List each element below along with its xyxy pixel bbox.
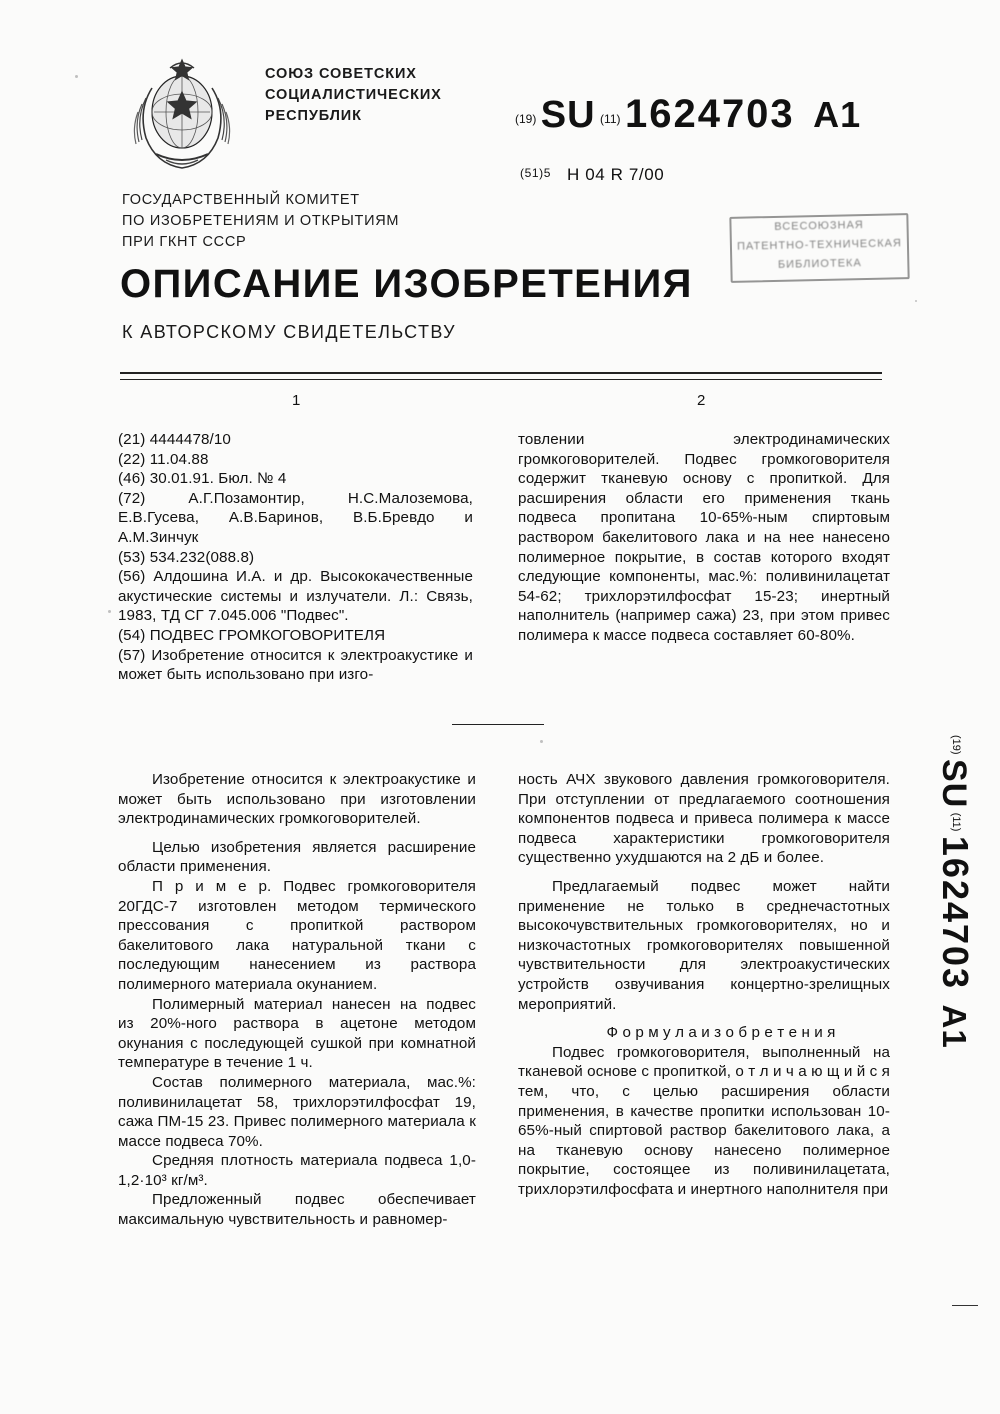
page-subtitle: К АВТОРСКОМУ СВИДЕТЕЛЬСТВУ <box>122 322 457 342</box>
biblio-item: (46) 30.01.91. Бюл. № 4 <box>118 470 287 488</box>
patent-number-block <box>515 92 861 137</box>
inid-51: (51)5 <box>520 166 552 180</box>
side-inid-11: (11) <box>950 812 962 832</box>
ipc-line <box>520 165 664 185</box>
body-paragraph: Предложенный подвес обеспечивает максимальную чувствительность и равномер- <box>118 1191 476 1229</box>
organization-heading <box>265 64 442 127</box>
biblio-item: (56) Алдошина И.А. и др. Высококачественные акустические системы и излучатели. Л.: Связь, 1983, ТД СГ 7.045.006 "Подвес". <box>118 568 473 625</box>
abstract-start: (57) Изобретение относится к электроакустике и может быть использовано при изго- <box>118 646 473 684</box>
scan-speck <box>75 75 78 78</box>
side-number: 1624703 <box>935 835 976 991</box>
body-paragraph: Целью изобретения является расширение области применения. <box>118 838 476 876</box>
committee-line-3: ПРИ ГКНТ СССР <box>122 234 247 250</box>
invention-title: (54) ПОДВЕС ГРОМКОГОВОРИТЕЛЯ <box>118 626 386 644</box>
committee-line-1: ГОСУДАРСТВЕННЫЙ КОМИТЕТ <box>122 192 360 208</box>
header-divider-bottom <box>120 379 882 380</box>
section-divider <box>452 724 544 725</box>
body-paragraph: Изобретение относится к электроакустике и может быть использовано при изготовлении электродинамических громкоговорителей. <box>118 771 476 828</box>
stamp-line-2: ПАТЕНТНО-ТЕХНИЧЕСКАЯ <box>736 237 902 253</box>
scan-speck <box>915 300 917 302</box>
biblio-item: (72) А.Г.Позамонтир, Н.С.Малоземова, Е.В.Гусева, А.В.Баринов, В.Б.Бревдо и А.М.Зинчук <box>118 489 473 546</box>
library-stamp <box>729 213 909 283</box>
coat-of-arms-icon <box>122 42 242 172</box>
committee-line-2: ПО ИЗОБРЕТЕНИЯМ И ОТКРЫТИЯМ <box>122 213 400 229</box>
abstract-continued: товлении электродинамических громкоговорителей. Подвес громкоговорителя содержит тканевую основу с пропиткой. Для расширения области его применения ткань подвеса пропитана 10-65%-ным спиртовым раствором бакелитового лака и на нее нанесено полимерное покрытие, в состав которого входят следующие компоненты, мас.%: поливинилацетат 54-62; трихлорэтилфосфат 15-23; инертный наполнитель (например сажа) 23, при этом привес полимера к массе подвеса составляет 60-80%. <box>518 431 890 644</box>
body-left-column <box>118 770 476 1230</box>
claims-heading: Ф о р м у л а и з о б р е т е н и я <box>606 1024 836 1042</box>
header-divider-top <box>120 372 882 374</box>
abstract-right-column <box>518 430 890 646</box>
column-number-right: 2 <box>697 392 706 409</box>
side-inid-19: (19) <box>950 735 962 755</box>
bibliographic-left-column <box>118 430 473 685</box>
kind-code: A1 <box>813 94 862 135</box>
body-paragraph: Предлагаемый подвес может найти применение не только в среднечастотных высокочувствительных громкоговорителях, но и низкочастотных громкоговорителях повышенной чувствительности для электроакустических устройств озвучивания концертно-зрелищных мероприятий. <box>518 877 890 1013</box>
body-paragraph: Средняя плотность материала подвеса 1,0-1,2·10³ кг/м³. <box>118 1152 476 1189</box>
side-country-code: SU <box>935 759 973 809</box>
biblio-item: (22) 11.04.88 <box>118 450 209 468</box>
biblio-item: (21) 4444478/10 <box>118 431 231 448</box>
biblio-item: (53) 534.232(088.8) <box>118 548 255 566</box>
ipc-class: H 04 R 7/00 <box>567 165 665 184</box>
page-title: ОПИСАНИЕ ИЗОБРЕТЕНИЯ <box>120 262 693 306</box>
side-kind-code: A1 <box>936 1004 973 1049</box>
body-right-column <box>518 770 890 1199</box>
organization-line-2: СОЦИАЛИСТИЧЕСКИХ <box>265 87 442 103</box>
body-paragraph: П р и м е р. Подвес громкоговорителя 20ГДС-7 изготовлен методом термического прессования с пропиткой раствором бакелитового лака натуральной ткани с последующим нанесением из раствора полимерного материала окунанием. <box>118 877 476 993</box>
stamp-line-1: ВСЕСОЮЗНАЯ <box>774 219 864 233</box>
scan-speck <box>108 610 111 613</box>
body-paragraph: Состав полимерного материала, мас.%: поливинилацетат 58, трихлорэтилфосфат 19, сажа ПМ-15 23. Привес полимерного материала к массе подвеса 70%. <box>118 1073 476 1150</box>
organization-line-3: РЕСПУБЛИК <box>265 108 362 124</box>
stamp-line-3: БИБЛИОТЕКА <box>777 257 862 271</box>
side-patent-number <box>902 735 992 1295</box>
patent-number: 1624703 <box>624 92 795 136</box>
scan-speck <box>540 740 543 743</box>
column-number-left: 1 <box>292 392 301 409</box>
body-paragraph: ность АЧХ звукового давления громкоговорителя. При отступлении от предлагаемого соотношения компонентов подвеса и привеса полимера к массе подвеса характеристики громкоговорителя существенно ухудшаются на 2 дБ и более. <box>518 771 890 867</box>
claim-text: Подвес громкоговорителя, выполненный на тканевой основе с пропиткой, о т л и ч а ю щ и й с я тем, что, с целью расширения области применения, в качестве пропитки использован 10-65%-ный спиртовой раствор бакелитового лака, а на тканевую основу нанесено полимерное покрытие, состоящее из поливинилацетата, трихлорэтилфосфата и инертного наполнителя при <box>518 1043 890 1198</box>
organization-line-1: СОЮЗ СОВЕТСКИХ <box>265 66 417 82</box>
country-code: SU <box>540 94 596 136</box>
body-paragraph: Полимерный материал нанесен на подвес из 20%-ного раствора в ацетоне методом окунания с последующей сушкой при комнатной температуре в течение 1 ч. <box>118 995 476 1072</box>
inid-19: (19) <box>515 112 537 126</box>
inid-11: (11) <box>600 112 621 126</box>
committee-heading <box>122 190 399 253</box>
side-dash <box>952 1305 978 1306</box>
